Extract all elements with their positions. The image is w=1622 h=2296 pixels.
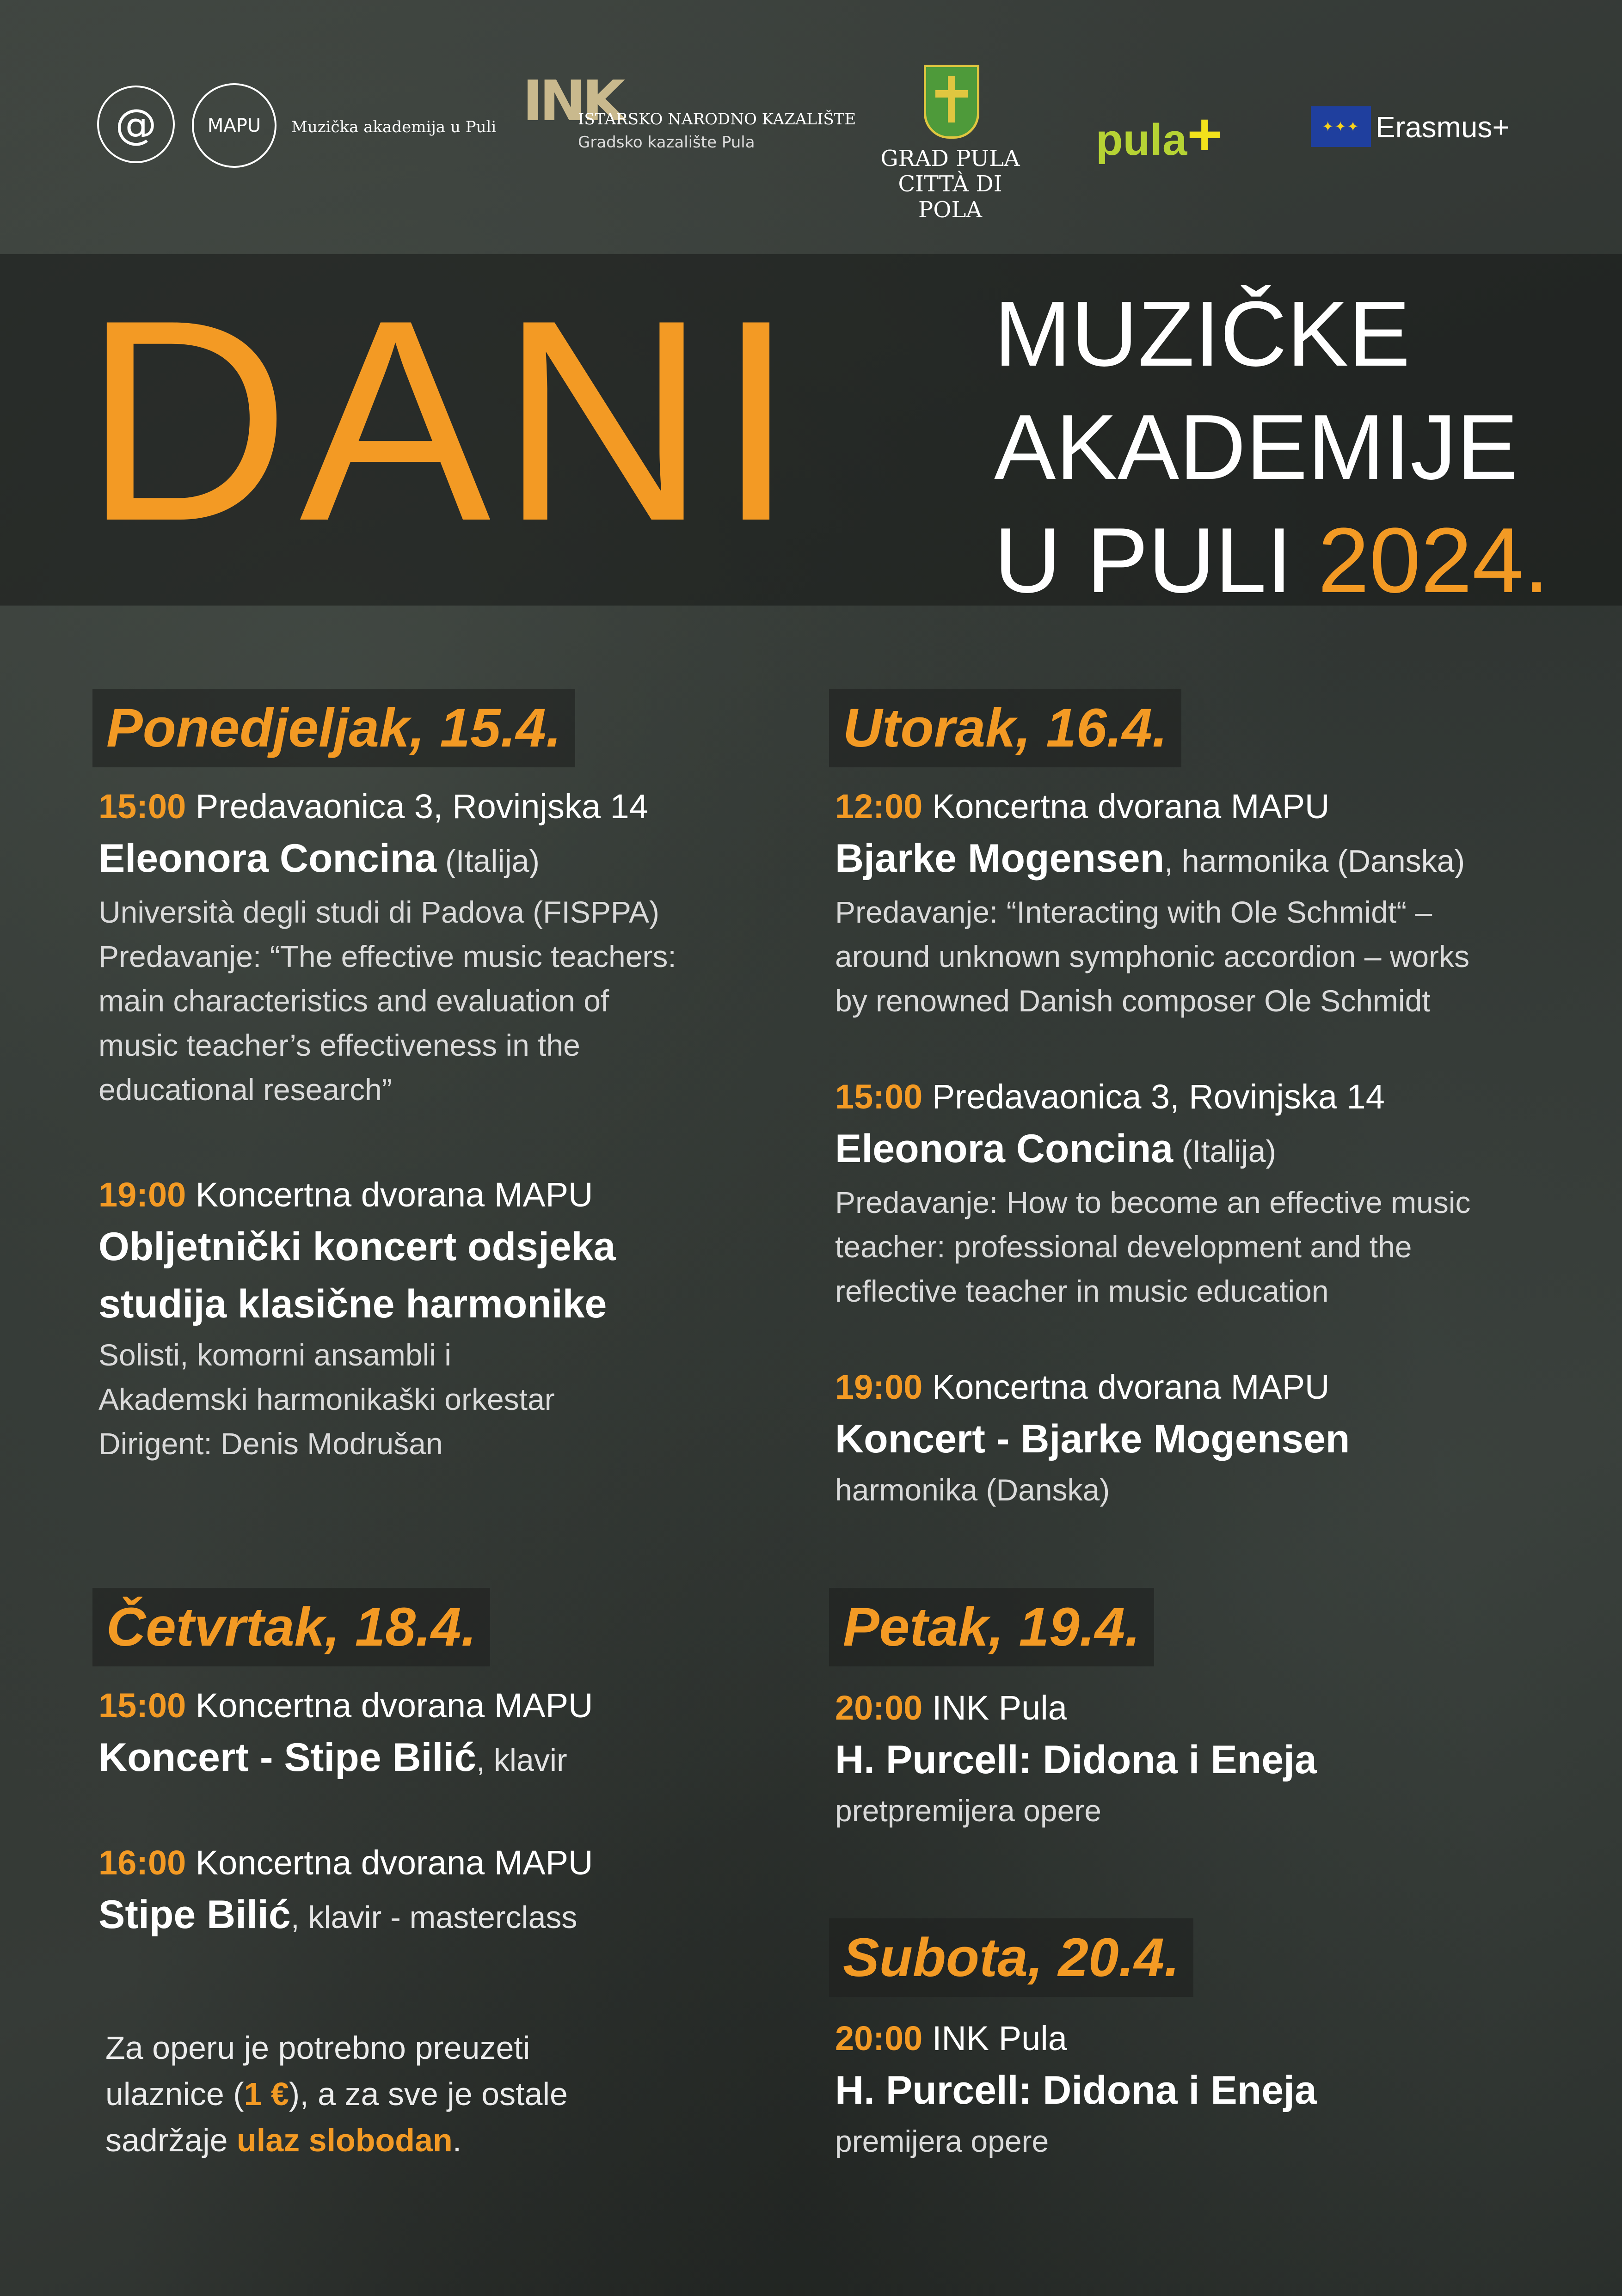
event-place: Predavaonica 3, Rovinjska 14 <box>195 787 648 826</box>
note-text: sadržaje <box>105 2122 237 2158</box>
event <box>835 2015 1575 2163</box>
erasmus-label: Erasmus+ <box>1376 110 1510 144</box>
event-place: Koncertna dvorana MAPU <box>932 787 1330 826</box>
note-price: 1 € <box>244 2076 289 2112</box>
event-title-text: Stipe Bilić <box>98 1892 291 1937</box>
mapu-caption: Muzička akademija u Puli <box>291 118 497 136</box>
mapu-logo-text: MAPU <box>207 115 261 136</box>
desc-line: Dirigent: Denis Modrušan <box>98 1427 443 1461</box>
header-subtitle <box>994 277 1549 617</box>
pula-plus-text: pula <box>1096 115 1187 165</box>
desc-line: harmonika (Danska) <box>835 1473 1110 1507</box>
event <box>98 1172 792 1466</box>
event-time: 12:00 <box>835 787 923 826</box>
event-title-text: H. Purcell: Didona i Eneja <box>835 1738 1317 1782</box>
event-place: Koncertna dvorana MAPU <box>195 1686 593 1725</box>
event-description <box>835 1468 1575 1512</box>
event-description <box>98 1333 792 1466</box>
tuesday-events <box>835 784 1575 1572</box>
event-title-text: Koncert - Stipe Bilić <box>98 1735 477 1780</box>
ticket-note <box>105 2025 568 2163</box>
event <box>835 784 1575 1023</box>
desc-line: Predavanje: How to become an effective music <box>835 1185 1471 1219</box>
grad-pula-line1: GRAD PULA <box>880 146 1020 171</box>
event-time-place <box>98 1683 792 1729</box>
event-title-note: (Italija) <box>1173 1134 1277 1169</box>
event <box>98 1840 792 1946</box>
desc-line: Solisti, komorni ansambli i <box>98 1338 451 1372</box>
event <box>835 1074 1575 1313</box>
event-title-note: , klavir <box>476 1743 567 1778</box>
note-line <box>105 2071 568 2117</box>
event-description <box>98 890 792 1112</box>
event-title-note: , harmonika (Danska) <box>1164 844 1465 879</box>
day-heading-saturday: Subota, 20.4. <box>829 1918 1193 1997</box>
event-place: INK Pula <box>932 1689 1067 1727</box>
event-description <box>835 1788 1575 1833</box>
subtitle-line1: MUZIČKE <box>994 282 1410 386</box>
event <box>835 1364 1575 1512</box>
event-title <box>98 1729 792 1789</box>
event-title <box>98 830 792 890</box>
event-title <box>835 1410 1575 1468</box>
event-description <box>835 2119 1575 2163</box>
desc-line: Predavanje: “Interacting with Ole Schmidt“ – <box>835 895 1432 929</box>
event-title-text: Eleonora Concina <box>835 1127 1173 1171</box>
desc-line: main characteristics and evaluation of <box>98 984 609 1018</box>
plus-icon: + <box>1187 100 1223 168</box>
event-title <box>835 1120 1575 1180</box>
day-heading-tuesday: Utorak, 16.4. <box>829 689 1181 767</box>
logo-bar <box>0 60 1622 223</box>
note-line <box>105 2117 568 2163</box>
event-title: Obljetnički koncert odsjeka <box>98 1225 616 1269</box>
desc-line: around unknown symphonic accordion – works <box>835 939 1470 974</box>
event-time-place <box>835 1074 1575 1120</box>
subtitle-line3 <box>994 504 1549 617</box>
desc-line: Università degli studi di Padova (FISPPA) <box>98 895 659 929</box>
event-time-place <box>98 1840 792 1886</box>
mapu-logo <box>192 83 276 168</box>
event-title: studija klasične harmonike <box>98 1282 607 1326</box>
event-time: 15:00 <box>98 787 186 826</box>
desc-line: by renowned Danish composer Ole Schmidt <box>835 984 1431 1018</box>
spiral-icon: @ <box>115 100 157 149</box>
event-title-text: H. Purcell: Didona i Eneja <box>835 2068 1317 2112</box>
note-text: ), a za sve je ostale <box>289 2076 568 2112</box>
event-time-place <box>835 2015 1575 2062</box>
desc-line: educational research” <box>98 1072 392 1107</box>
subtitle-line2: AKADEMIJE <box>994 396 1518 499</box>
event <box>835 1685 1575 1833</box>
event-title-text: Koncert - Bjarke Mogensen <box>835 1417 1350 1461</box>
grad-pula-line2: CITTÀ DI POLA <box>898 171 1002 223</box>
desc-line: reflective teacher in music education <box>835 1274 1329 1308</box>
event-place: Koncertna dvorana MAPU <box>195 1843 593 1882</box>
note-line: Za operu je potrebno preuzeti <box>105 2030 530 2066</box>
desc-line: teacher: professional development and the <box>835 1230 1412 1264</box>
grad-pula-crest <box>924 65 979 139</box>
eu-flag <box>1311 106 1371 147</box>
ink-title: ISTARSKO NARODNO KAZALIŠTE <box>578 110 856 129</box>
event-time-place <box>98 1172 792 1218</box>
desc-line: premijera opere <box>835 2124 1049 2158</box>
desc-line: music teacher’s effectiveness in the <box>98 1028 580 1062</box>
university-logo <box>97 86 175 163</box>
event-time: 19:00 <box>98 1176 186 1214</box>
desc-line: pretpremijera opere <box>835 1794 1101 1828</box>
event-time: 15:00 <box>98 1686 186 1725</box>
event-time-place <box>98 784 792 830</box>
event-title <box>835 830 1575 890</box>
event-place: Koncertna dvorana MAPU <box>932 1368 1330 1406</box>
ink-logo-mark: INK <box>522 69 622 134</box>
event-time: 15:00 <box>835 1078 923 1116</box>
event-time-place <box>835 784 1575 830</box>
event-title <box>835 2062 1575 2119</box>
event-title-note: , klavir - masterclass <box>290 1900 578 1935</box>
desc-line: Predavanje: “The effective music teachers: <box>98 939 676 974</box>
event-place: INK Pula <box>932 2019 1067 2057</box>
event-description <box>835 890 1575 1023</box>
note-text: ulaznice ( <box>105 2076 244 2112</box>
subtitle-city: U PULI <box>994 509 1292 612</box>
event-title <box>835 1731 1575 1788</box>
event-time-place <box>835 1364 1575 1410</box>
monday-events <box>98 784 792 1526</box>
friday-events <box>835 1685 1575 1893</box>
event-time: 20:00 <box>835 1689 923 1727</box>
day-heading-thursday: Četvrtak, 18.4. <box>92 1588 490 1666</box>
event-time: 16:00 <box>98 1843 186 1882</box>
event-title-text: Eleonora Concina <box>98 836 437 881</box>
eu-stars-icon: ✦✦✦ <box>1311 106 1371 147</box>
day-heading-friday: Petak, 19.4. <box>829 1588 1154 1666</box>
pula-plus-logo <box>1096 99 1222 169</box>
event-time: 20:00 <box>835 2019 923 2057</box>
event-title-text: Bjarke Mogensen <box>835 836 1165 881</box>
event <box>98 784 792 1112</box>
event-title <box>98 1886 792 1946</box>
event-place: Predavaonica 3, Rovinjska 14 <box>932 1078 1385 1116</box>
saturday-events <box>835 2015 1575 2223</box>
event <box>98 1683 792 1789</box>
event-time: 19:00 <box>835 1368 923 1406</box>
day-heading-monday: Ponedjeljak, 15.4. <box>92 689 575 767</box>
event-title-note: (Italija) <box>436 844 540 879</box>
crest-icon <box>924 65 979 139</box>
note-free-entry: ulaz slobodan <box>237 2122 453 2158</box>
event-time-place <box>835 1685 1575 1731</box>
desc-line: Akademski harmonikaški orkestar <box>98 1382 555 1416</box>
event-description <box>835 1180 1575 1313</box>
note-text: . <box>452 2122 462 2158</box>
subtitle-year: 2024. <box>1318 509 1549 612</box>
thursday-events <box>98 1683 792 2006</box>
event-place: Koncertna dvorana MAPU <box>195 1176 593 1214</box>
ink-subtitle: Gradsko kazalište Pula <box>578 133 755 152</box>
header-dani: DANI <box>83 261 805 581</box>
